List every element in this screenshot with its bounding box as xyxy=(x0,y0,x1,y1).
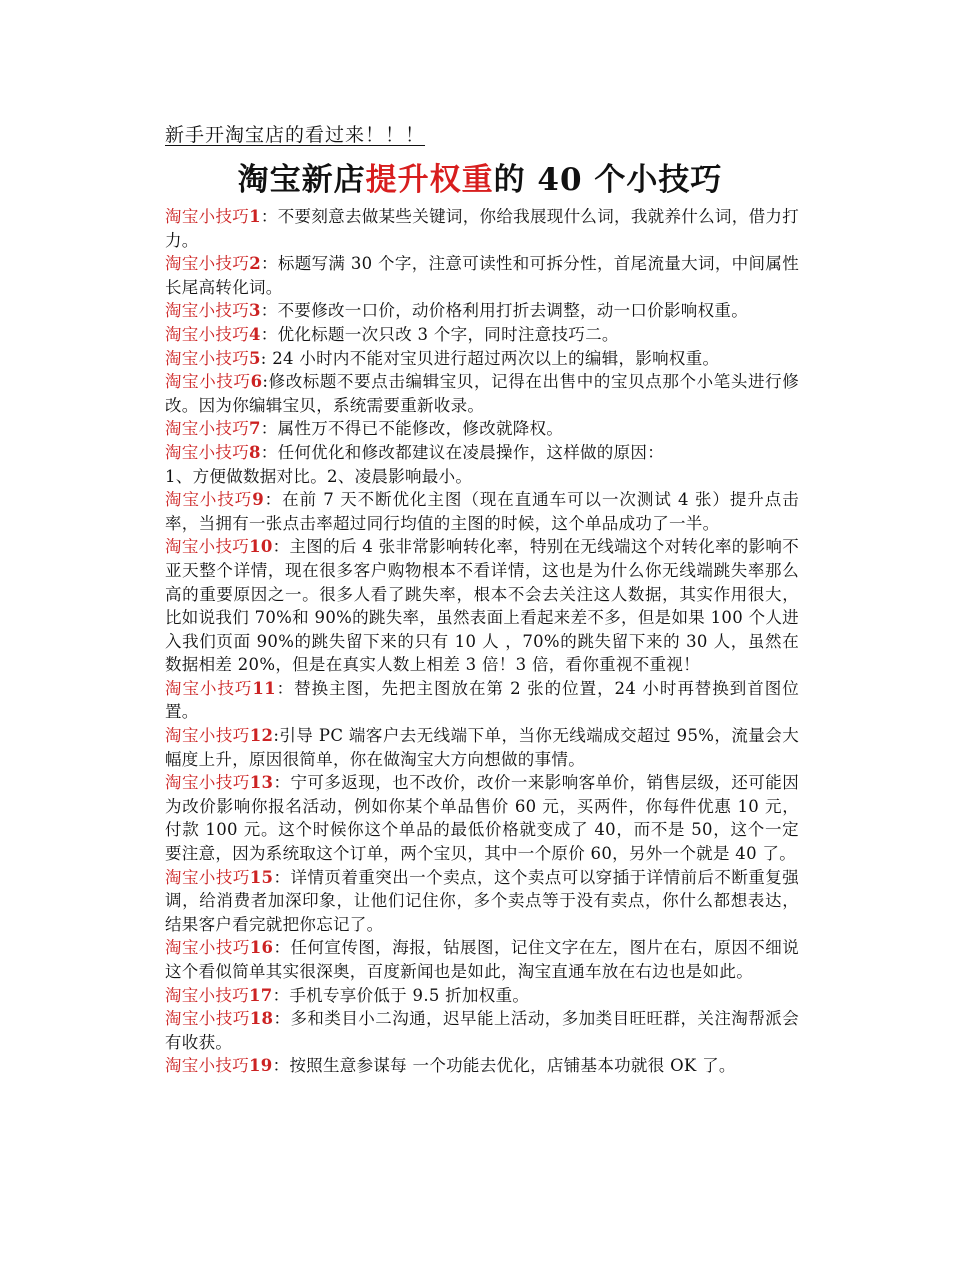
tip-text: 修改标题不要点击编辑宝贝，记得在出售中的宝贝点那个小笔头进行修改。因为你编辑宝贝，系统需要重新收录。 xyxy=(165,372,799,415)
tip-label-text: 淘宝小技巧 xyxy=(165,372,251,392)
tip-text: 24 小时内不能对宝贝进行超过两次以上的编辑，影响权重。 xyxy=(272,348,720,368)
tip-text: 按照生意参谋每 一个功能去优化，店铺基本功就很 OK 了。 xyxy=(289,1056,736,1076)
tip-number: 19 xyxy=(249,1056,273,1076)
tip-number: 6 xyxy=(250,372,263,392)
tip-label-text: 淘宝小技巧 xyxy=(165,254,250,274)
tip-label-text: 淘宝小技巧 xyxy=(165,1056,249,1076)
tip-label xyxy=(165,372,262,391)
tip-number: 9 xyxy=(252,490,265,510)
tip-item xyxy=(165,866,799,937)
tip-separator: ： xyxy=(272,1056,290,1076)
tip-label xyxy=(165,490,264,509)
tip-text: 在前 7 天不断优化主图（现在直通车可以一次测试 4 张）提升点击率，当拥有一张点击率超过同行均值的主图的时候，这个单品成功了一半。 xyxy=(165,490,800,533)
tip-label xyxy=(165,443,261,462)
tip-text: 多和类目小二沟通，迟早能上活动，多加类目旺旺群，关注淘帮派会有收获。 xyxy=(165,1009,799,1052)
tip-number: 18 xyxy=(249,1009,274,1029)
tip-number: 2 xyxy=(249,254,261,274)
tip-separator: ： xyxy=(275,678,295,698)
tip-item xyxy=(165,936,799,983)
tip-separator: ： xyxy=(272,985,290,1005)
tip-text: 替换主图，先把主图放在第 2 张的位置，24 小时再替换到首图位置。 xyxy=(165,678,800,722)
tip-separator: ： xyxy=(261,254,278,274)
tip-item xyxy=(165,677,799,724)
tip-label xyxy=(165,207,261,226)
tip-label xyxy=(165,868,273,887)
tip-label xyxy=(165,938,273,957)
tip-separator: ： xyxy=(272,537,290,557)
tip-separator: ： xyxy=(260,207,278,226)
tip-text: 任何优化和修改都建议在凌晨操作，这样做的原因： xyxy=(277,442,664,462)
tip-label-text: 淘宝小技巧 xyxy=(165,324,249,344)
tip-label xyxy=(165,419,261,438)
page-title xyxy=(0,158,960,202)
tip-label-text: 淘宝小技巧 xyxy=(165,678,253,698)
tip-text: 任何宣传图，海报，钻展图，记住文字在左，图片在右，原因不细说这个看似简单其实很深奥，百度新闻也是如此，淘宝直通车放在右边也是如此。 xyxy=(165,938,799,981)
title-prefix: 淘宝新店 xyxy=(237,162,366,198)
tip-label xyxy=(165,773,273,792)
tip-text: 引导 PC 端客户去无线端下单，当你无线端成交超过 95%，流量会大幅度上升，原因很简单，你在做淘宝大方向想做的事情。 xyxy=(165,726,799,769)
tip-text: 宁可多返现，也不改价，改价一来影响客单价，销售层级，还可能因为改价影响你报名活动，例如你某个单品售价 60 元，买两件，你每件优惠 10 元，付款 100 元。这个时候你这个单品的最低价格就变成了 40，而不是 50，这个一定要注意，因为系统取这个订单，两个宝贝，其中一个原价 60，另外一个就是 40 了。 xyxy=(165,773,799,864)
tip-label-text: 淘宝小技巧 xyxy=(165,490,253,510)
tip-text: 不要修改一口价，动价格利用打折去调整，动一口价影响权重。 xyxy=(277,301,748,321)
tip-number: 16 xyxy=(249,938,274,958)
tip-text: 1、方便做数据对比。2、凌晨影响最小。 xyxy=(165,466,473,486)
tip-label-text: 淘宝小技巧 xyxy=(165,938,250,958)
tip-item xyxy=(165,1054,799,1078)
tip-text: 属性万不得已不能修改，修改就降权。 xyxy=(277,419,564,439)
tip-number: 1 xyxy=(249,207,261,226)
tip-separator: : xyxy=(262,372,269,392)
tip-number: 17 xyxy=(249,985,273,1005)
tip-separator: ： xyxy=(260,324,278,344)
tip-label xyxy=(165,325,261,344)
tip-separator: ： xyxy=(260,301,278,321)
tip-number: 13 xyxy=(249,773,274,793)
tip-label-text: 淘宝小技巧 xyxy=(165,1009,250,1029)
tip-item xyxy=(165,441,799,465)
tip-label xyxy=(165,679,276,698)
tip-separator: ： xyxy=(264,490,283,510)
tip-item xyxy=(165,984,799,1008)
tip-number: 8 xyxy=(249,442,261,462)
tip-text: 不要刻意去做某些关键词，你给我展现什么词，我就养什么词，借力打力。 xyxy=(165,207,799,250)
tip-item xyxy=(165,323,799,347)
tip-item xyxy=(165,488,799,535)
tip-item xyxy=(165,205,799,252)
title-suffix: 的 40 个小技巧 xyxy=(493,162,723,198)
tip-number: 5 xyxy=(249,348,261,368)
tip-separator: : xyxy=(273,726,280,746)
tip-item xyxy=(165,771,799,865)
tip-separator: : xyxy=(260,348,273,368)
tip-label-text: 淘宝小技巧 xyxy=(165,867,250,887)
tip-item xyxy=(165,465,799,489)
tip-item xyxy=(165,252,799,299)
tip-separator: ： xyxy=(273,867,291,887)
tip-label xyxy=(165,1009,273,1028)
tips-list xyxy=(165,205,799,1078)
tip-label-text: 淘宝小技巧 xyxy=(165,348,249,368)
header-note: 新手开淘宝店的看过来！！！ xyxy=(165,124,426,146)
tip-label-text: 淘宝小技巧 xyxy=(165,207,250,226)
tip-item xyxy=(165,347,799,371)
tip-item xyxy=(165,1007,799,1054)
tip-label-text: 淘宝小技巧 xyxy=(165,773,250,793)
tip-separator: ： xyxy=(273,938,291,958)
tip-item xyxy=(165,370,799,417)
tip-text: 优化标题一次只改 3 个字，同时注意技巧二。 xyxy=(277,324,619,344)
tip-label-text: 淘宝小技巧 xyxy=(165,442,249,462)
tip-number: 12 xyxy=(249,726,274,746)
tip-number: 15 xyxy=(249,867,274,887)
tip-label-text: 淘宝小技巧 xyxy=(165,726,250,746)
tip-label xyxy=(165,537,273,556)
tip-text: 详情页着重突出一个卖点，这个卖点可以穿插于详情前后不断重复强调，给消费者加深印象，让他们记住你，多个卖点等于没有卖点，你什么都想表达，结果客户看完就把你忘记了。 xyxy=(165,867,799,934)
tip-text: 主图的后 4 张非常影响转化率，特别在无线端这个对转化率的影响不亚天整个详情，现在很多客户购物根本不看详情，这也是为什么你无线端跳失率那么高的重要原因之一。很多人看了跳失率，根本不会去关注这人数据，其实作用很大，比如说我们 70%和 90%的跳失率，虽然表面上看起来差不多，但是如果 100 个人进入我们页面 90%的跳失留下来的只有 10 人 ，70%的跳失留下来的 30 人，虽然在数据相差 20%，但是在真实人数上相差 3 倍！3 倍，看你重视不重视！ xyxy=(165,537,800,675)
tip-label xyxy=(165,349,261,368)
tip-separator: ： xyxy=(260,442,278,462)
tip-label-text: 淘宝小技巧 xyxy=(165,301,249,321)
tip-item xyxy=(165,299,799,323)
tip-label-text: 淘宝小技巧 xyxy=(165,985,249,1005)
title-highlight: 提升权重 xyxy=(365,162,494,198)
tip-number: 7 xyxy=(249,419,261,439)
tip-separator: ： xyxy=(273,1009,291,1029)
tip-label xyxy=(165,986,273,1005)
tip-item xyxy=(165,417,799,441)
tip-label xyxy=(165,1056,273,1075)
tip-number: 4 xyxy=(249,324,261,344)
tip-item xyxy=(165,535,799,677)
tip-number: 3 xyxy=(249,301,261,321)
tip-number: 11 xyxy=(252,678,276,698)
tip-label-text: 淘宝小技巧 xyxy=(165,419,249,439)
tip-separator: ： xyxy=(273,773,291,793)
tip-label xyxy=(165,254,261,273)
tip-text: 标题写满 30 个字，注意可读性和可拆分性，首尾流量大词，中间属性长尾高转化词。 xyxy=(165,254,800,297)
tip-label xyxy=(165,301,261,320)
tip-separator: ： xyxy=(260,419,278,439)
tip-item xyxy=(165,724,799,771)
tip-text: 手机专享价低于 9.5 折加权重。 xyxy=(289,985,530,1005)
tip-number: 10 xyxy=(249,537,273,557)
tip-label-text: 淘宝小技巧 xyxy=(165,537,250,557)
tip-label xyxy=(165,726,273,745)
